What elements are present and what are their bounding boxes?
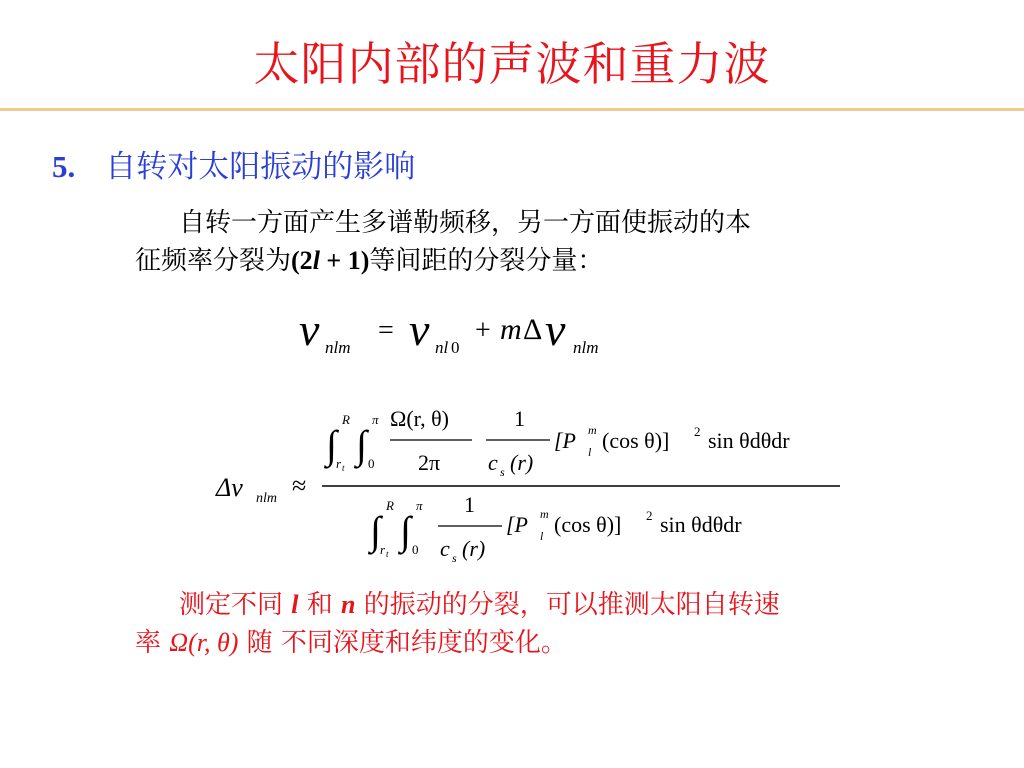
slide-title: 太阳内部的声波和重力波 xyxy=(253,37,771,91)
eq2-den-upper-R: R xyxy=(386,498,394,513)
paragraph2-l: l xyxy=(291,590,299,619)
eq2-den-one: 1 xyxy=(464,492,475,517)
eq1-sub-rhs: nlm xyxy=(573,338,599,357)
eq2-num-c: c xyxy=(488,450,498,475)
eq2-num-integral-theta: ∫ xyxy=(356,422,367,467)
eq2-den-square: 2 xyxy=(646,508,653,523)
paragraph-inference xyxy=(135,586,945,662)
eq2-den-legendre-m: m xyxy=(540,507,549,521)
paragraph2-omega: Ω(r, θ) xyxy=(169,628,239,657)
eq2-num-lower-t: t xyxy=(342,463,345,473)
eq2-num-integral-r: ∫ xyxy=(326,422,337,467)
paragraph2-line1-a: 测定不同 xyxy=(179,590,292,620)
eq2-num-legendre-l: l xyxy=(588,445,592,459)
paragraph-rotation-splitting xyxy=(135,204,945,280)
eq2-num-one: 1 xyxy=(514,406,525,431)
paragraph1-line2-post: 等间距的分裂分量： xyxy=(369,246,604,276)
eq1-nu-lhs: ν xyxy=(299,304,320,355)
eq2-num-lower-r: r xyxy=(336,456,342,471)
eq2-den-lower-zero: 0 xyxy=(412,542,419,557)
eq2-num-square: 2 xyxy=(694,424,701,439)
eq2-den-c-sub: s xyxy=(452,551,457,565)
eq2-num-legendre-m: m xyxy=(588,423,597,437)
eq2-num-upper-R: R xyxy=(342,412,350,427)
paragraph1-plus-one: + 1) xyxy=(319,246,370,275)
eq2-num-omega: Ω(r, θ) xyxy=(390,406,449,431)
eq1-plus: + xyxy=(475,315,491,346)
eq1-delta: Δ xyxy=(523,313,543,346)
eq2-den-upper-pi: π xyxy=(416,498,423,513)
eq2-den-legendre: [P xyxy=(506,512,528,537)
paragraph2-n: n xyxy=(341,590,356,619)
section-heading xyxy=(52,141,415,186)
paragraph2-line1-b: 和 xyxy=(298,590,342,620)
eq2-num-legendre: [P xyxy=(554,428,576,453)
eq2-num-c-arg: (r) xyxy=(510,450,534,475)
eq2-num-upper-pi: π xyxy=(372,412,379,427)
eq2-num-legendre-arg: (cos θ)] xyxy=(602,428,670,453)
eq2-den-c-arg: (r) xyxy=(462,536,486,561)
equation-splitting-kernel xyxy=(210,398,850,568)
eq1-sub-nl: nl xyxy=(435,338,449,357)
section-number: 5. xyxy=(52,149,76,184)
eq2-den-legendre-arg: (cos θ)] xyxy=(554,512,622,537)
eq1-equals: = xyxy=(378,315,394,346)
eq2-den-integral-theta: ∫ xyxy=(400,508,411,553)
eq1-sub-lhs: nlm xyxy=(325,338,351,357)
eq2-num-2pi: 2π xyxy=(418,450,441,475)
eq2-den-legendre-l: l xyxy=(540,529,544,543)
paragraph2-line2-a: 率 xyxy=(135,628,170,658)
paragraph1-l: l xyxy=(312,246,320,275)
eq2-num-c-sub: s xyxy=(500,465,505,479)
section-heading-text: 自转对太阳振动的影响 xyxy=(105,149,416,185)
equation-frequency-splitting xyxy=(285,303,645,363)
paragraph2-line2-b: 随 不同深度和纬度的变化。 xyxy=(238,628,567,658)
paragraph1-line1: 自转一方面产生多谱勒频移，另一方面使振动的本 xyxy=(179,208,752,238)
eq2-den-lower-t: t xyxy=(386,549,389,559)
eq2-den-integral-r: ∫ xyxy=(370,508,381,553)
paragraph1-paren-open: (2 xyxy=(291,246,313,275)
eq1-nu-mid: ν xyxy=(409,304,430,355)
eq2-num-tail: sin θdθdr xyxy=(708,428,790,453)
eq2-sub-nlm: nlm xyxy=(256,491,277,506)
title-divider xyxy=(0,108,1024,111)
eq1-nu-rhs: ν xyxy=(545,304,566,355)
eq2-den-tail: sin θdθdr xyxy=(660,512,742,537)
paragraph2-line1-c: 的振动的分裂，可以推测太阳自转速 xyxy=(355,590,780,620)
eq2-num-lower-zero: 0 xyxy=(368,456,375,471)
eq1-zero: 0 xyxy=(451,338,460,357)
eq2-den-c: c xyxy=(440,536,450,561)
eq2-delta-nu: Δν xyxy=(216,473,243,502)
eq1-m: m xyxy=(500,313,522,346)
eq2-den-lower-r: r xyxy=(380,542,386,557)
paragraph1-line2-pre: 征频率分裂为 xyxy=(135,246,292,276)
eq2-approx: ≈ xyxy=(292,471,307,500)
